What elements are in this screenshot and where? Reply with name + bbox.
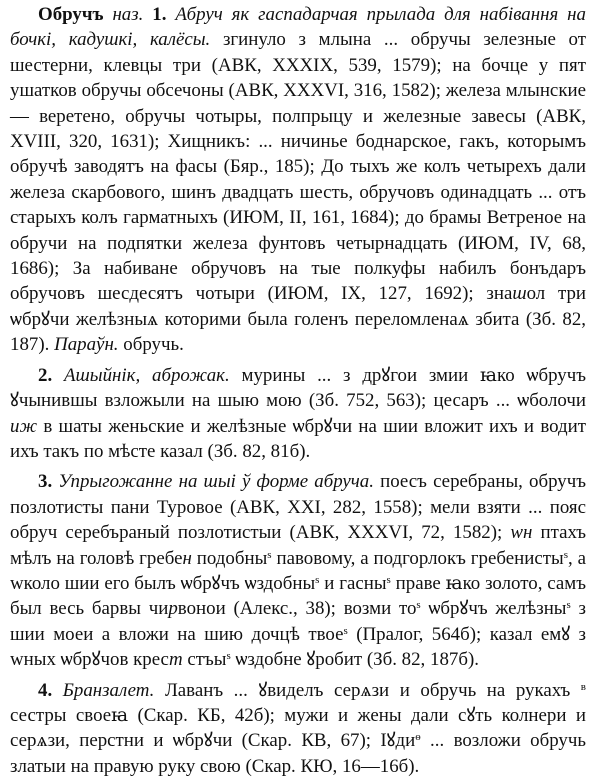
superscript-letter: s [416,599,421,612]
text-run: мурины ... з дрꙋгои змии ꙗко ѡбручъ ꙋчынившы взложыли на шыю мою (Зб. 752, 563); цесаръ ... ѡболочи [10,364,586,412]
superscript-letter: s [267,548,272,561]
italic-text: ш [512,283,527,305]
text-run: вонои (Алекс., 38); возми то [177,598,417,620]
text-run: стъы [182,649,227,671]
superscript-letter: s [343,624,348,637]
text-run: и гасны [319,572,387,594]
sense-body [10,365,586,462]
sense-2 [10,363,586,465]
italic-text: Бранзалет. [62,679,155,701]
italic-text: Упрыгожанне на шыі ў форме абруча. [58,471,374,493]
part-of-speech: наз. [112,4,144,25]
superscript-letter: s [315,573,320,586]
italic-text: Параўн. [54,334,119,356]
superscript-letter: s [226,650,231,663]
superscript-letter: s [563,548,568,561]
text-run: праве ꙗко золото, самъ был весь барвы чи [10,572,586,620]
text-run: павовому, а подгорлокъ гребенисты [271,547,564,569]
text-run: (Пралог, 564б); казал емꙋ з wных ѡбрꙋчов крес [10,623,586,671]
text-run: птахъ мѣлъ на головѣ гребе [10,522,586,569]
sense-number: 1. [152,4,167,25]
text-run: ... возложи обручь златыи на правую руку свою (Скар. КЮ, 16—16б). [10,730,586,777]
text-run: ѡздобне ꙋробит (Зб. 82, 187б). [230,649,479,671]
dictionary-entry [10,2,586,779]
italic-text: wн [510,522,533,544]
text-run: згинуло з млына ... обручы зелезные от шестерни, клевцы три (АВК, XXXIX, 539, 1579); на бочце у пят ушатков обручы обсечоны (АВК, XXXVI, 316, 1582); железа млынские — веретено, обручы чотыры, полпрыцу и железные завесы (АВК, XVIII, 320, 1631); Хищникъ: ... ничинье боднарское, гакъ, которымъ обручѣ заводятъ на фасы (Бяр., 185); До тыхъ же колъ четырехъ дали железа скарбового, шинъ двадцать шесть, обручовъ одинадцать ... отъ старыхъ колъ гарматныхъ (ИЮМ, II, 161, 1684); до брамы Ветреное на обручи на подпятки железа фунтовъ четырнадцать (ИЮМ, IV, 68, 1686); За набиване обручовъ на тые полкуфы набилъ бонъдаръ обручовъ шесдесятъ чотыри (ИЮМ, IX, 127, 1692); зна [10,29,586,305]
sense-body [10,471,586,670]
sense-1 [10,2,586,358]
text-run: подобны [191,547,268,569]
sense-4 [10,678,586,779]
superscript-letter: s [566,599,571,612]
sense-body [10,4,586,355]
italic-text: р [168,598,178,620]
sense-number: 3. [38,471,53,493]
headword: Обручъ [38,4,104,25]
text-run: ол три ѡбрꙋчи желѣзныѧ которими была голенъ переломленаѧ збита (Зб. 82, 187). [10,283,586,356]
text-run: обручь. [118,334,184,356]
text-run: Лаванъ ... ꙋвиделъ серѧзи и обручь на рукахъ [154,679,581,701]
text-run: в шаты женьские и желѣзные ѡбрꙋчи на шии вложит ихъ и водит ихъ такъ по мѣсте казал (Зб. 82, 81б). [10,415,586,462]
text-run: поесъ серебраны, обручъ позлотисты пани Туровое (АВК, XXI, 282, 1558); мели взяти ... пояс обруч серебъраный позлотистыи (АВК, XXXVI, 72, 1582); [10,471,586,544]
italic-text: н [182,547,192,569]
italic-text: Ашыйнік, аброжак. [63,364,230,386]
superscript-letter: s [386,573,391,586]
sense-body [10,680,586,777]
sense-number: 2. [38,364,53,386]
superscript-letter: в [580,680,586,693]
italic-text: Абруч як гаспадарчая прылада для набівання на бочкі, кадушкі, калёсы. [10,4,586,51]
text-run: з шии моеи а вложи на шию дочцѣ твое [10,598,587,645]
italic-text: т [168,649,183,671]
text-run: ѡбрꙋчъ желѣзны [420,598,567,620]
sense-number: 4. [38,679,53,701]
text-run: сестры своеꙗ (Скар. КБ, 42б); мужи и жены дали сꙋть колнери и серѧзи, перстни и ѡбрꙋчи (Скар. КВ, 67); Іꙋди [10,704,586,752]
sense-3 [10,469,586,672]
text-run: , а wколо шии его былъ ѡбрꙋчъ ѡздобны [10,547,586,594]
italic-text: иж [10,415,38,437]
superscript-letter: ѳ [415,731,421,744]
